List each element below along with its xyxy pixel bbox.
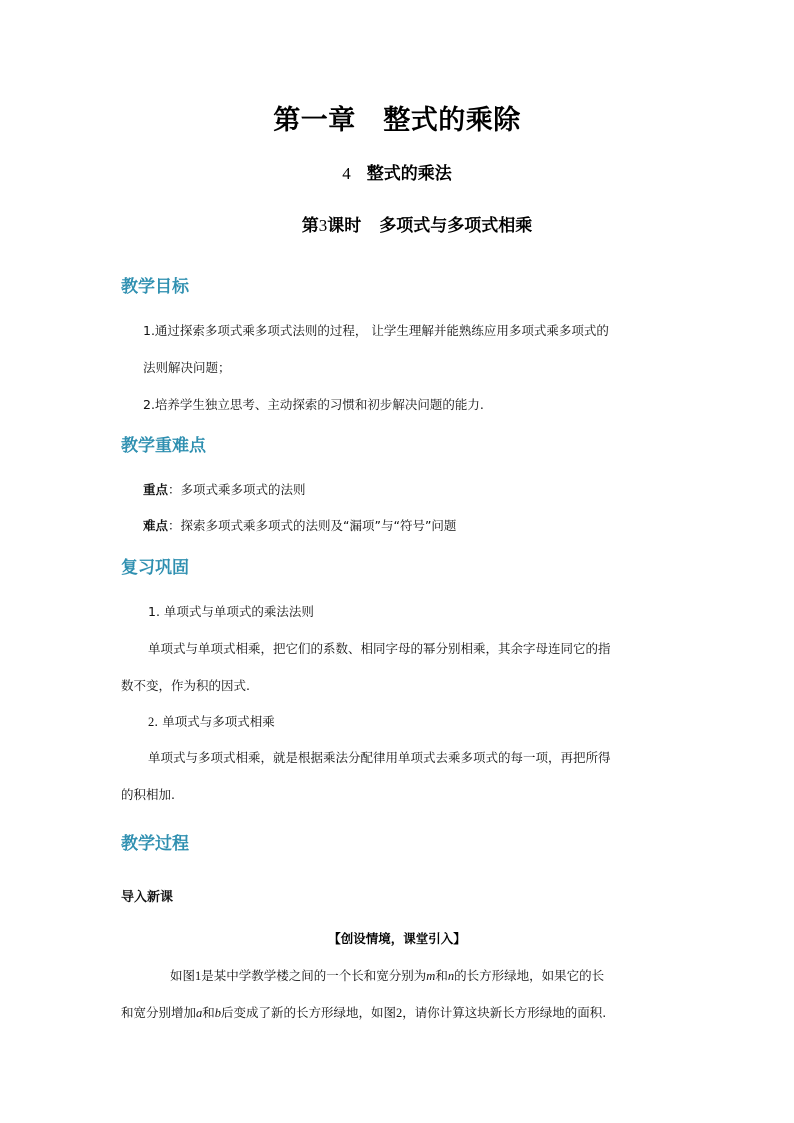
p1-text-c: 的长方形绿地，如果它的长 bbox=[454, 968, 605, 983]
var-b: b bbox=[214, 1006, 222, 1020]
section-title bbox=[0, 159, 794, 184]
rule-1-title: 1. 单项式与单项式的乘法法则 bbox=[148, 604, 314, 619]
scenario-paragraph-line-1 bbox=[170, 966, 604, 984]
scenario-title: 【创设情境，课堂引入】 bbox=[328, 931, 466, 946]
difficulty-text: ：探索多项式乘多项式的法则及“漏项”与“符号”问题 bbox=[168, 518, 457, 533]
focus-text: ：多项式乘多项式的法则 bbox=[168, 482, 306, 497]
p2-and: 和 bbox=[202, 1005, 215, 1020]
lesson-title-text: 多项式与多项式相乘 bbox=[379, 216, 533, 236]
p2-text-c: ，请你计算这块新长方形绿地的面积. bbox=[402, 1005, 607, 1020]
rule-1-line-1: 单项式与单项式相乘，把它们的系数、相同字母的幂分别相乘，其余字母连同它的指 bbox=[148, 641, 611, 656]
p2-text-a: 和宽分别增加 bbox=[121, 1005, 197, 1020]
review-heading: 复习巩固 bbox=[121, 558, 189, 578]
rule-2-title bbox=[148, 712, 275, 730]
focus-line bbox=[143, 480, 306, 498]
rule-1-line-2: 数不变，作为积的因式. bbox=[121, 678, 250, 693]
rule-2-line-2: 的积相加. bbox=[121, 787, 175, 802]
objective-2: 2.培养学生独立思考、主动探索的习惯和初步解决问题的能力. bbox=[143, 397, 484, 412]
p1-text-a: 如图 bbox=[170, 968, 196, 983]
lesson-prefix: 第 bbox=[301, 216, 319, 236]
objective-1-line-1: 1.通过探索多项式乘多项式法则的过程， 让学生理解并能熟练应用多项式乘多项式的 bbox=[143, 323, 609, 338]
rule-2-line-1: 单项式与多项式相乘，就是根据乘法分配律用单项式去乘多项式的每一项，再把所得 bbox=[148, 750, 611, 765]
lesson-number: 3 bbox=[318, 216, 328, 235]
lesson-suffix: 课时 bbox=[327, 216, 362, 236]
focus-label: 重点 bbox=[143, 482, 169, 497]
process-heading: 教学过程 bbox=[121, 834, 189, 854]
objectives-heading: 教学目标 bbox=[121, 277, 189, 297]
p2-text-b: 后变成了新的长方形绿地，如图 bbox=[221, 1005, 397, 1020]
difficulty-line bbox=[143, 516, 456, 534]
p1-and: 和 bbox=[435, 968, 448, 983]
scenario-paragraph-line-2 bbox=[121, 1003, 606, 1021]
var-m: m bbox=[426, 969, 436, 983]
key-points-heading: 教学重难点 bbox=[121, 436, 206, 456]
var-a: a bbox=[196, 1006, 203, 1020]
rule-2-number: 2 bbox=[148, 715, 155, 729]
var-n: n bbox=[447, 969, 455, 983]
lesson-title bbox=[0, 211, 794, 236]
difficulty-label: 难点 bbox=[143, 518, 169, 533]
p1-text-b: 是某中学教学楼之间的一个长和宽分别为 bbox=[201, 968, 427, 983]
intro-label: 导入新课 bbox=[121, 890, 174, 905]
figure-1-ref: 1 bbox=[195, 969, 202, 983]
section-number: 4 bbox=[342, 164, 351, 183]
section-title-text: 整式的乘法 bbox=[366, 164, 452, 184]
chapter-title: 第一章 整式的乘除 bbox=[273, 105, 521, 136]
objective-1-line-2: 法则解决问题； bbox=[143, 360, 231, 375]
figure-2-ref: 2 bbox=[396, 1006, 403, 1020]
rule-2-title-text: . 单项式与多项式相乘 bbox=[154, 714, 275, 729]
